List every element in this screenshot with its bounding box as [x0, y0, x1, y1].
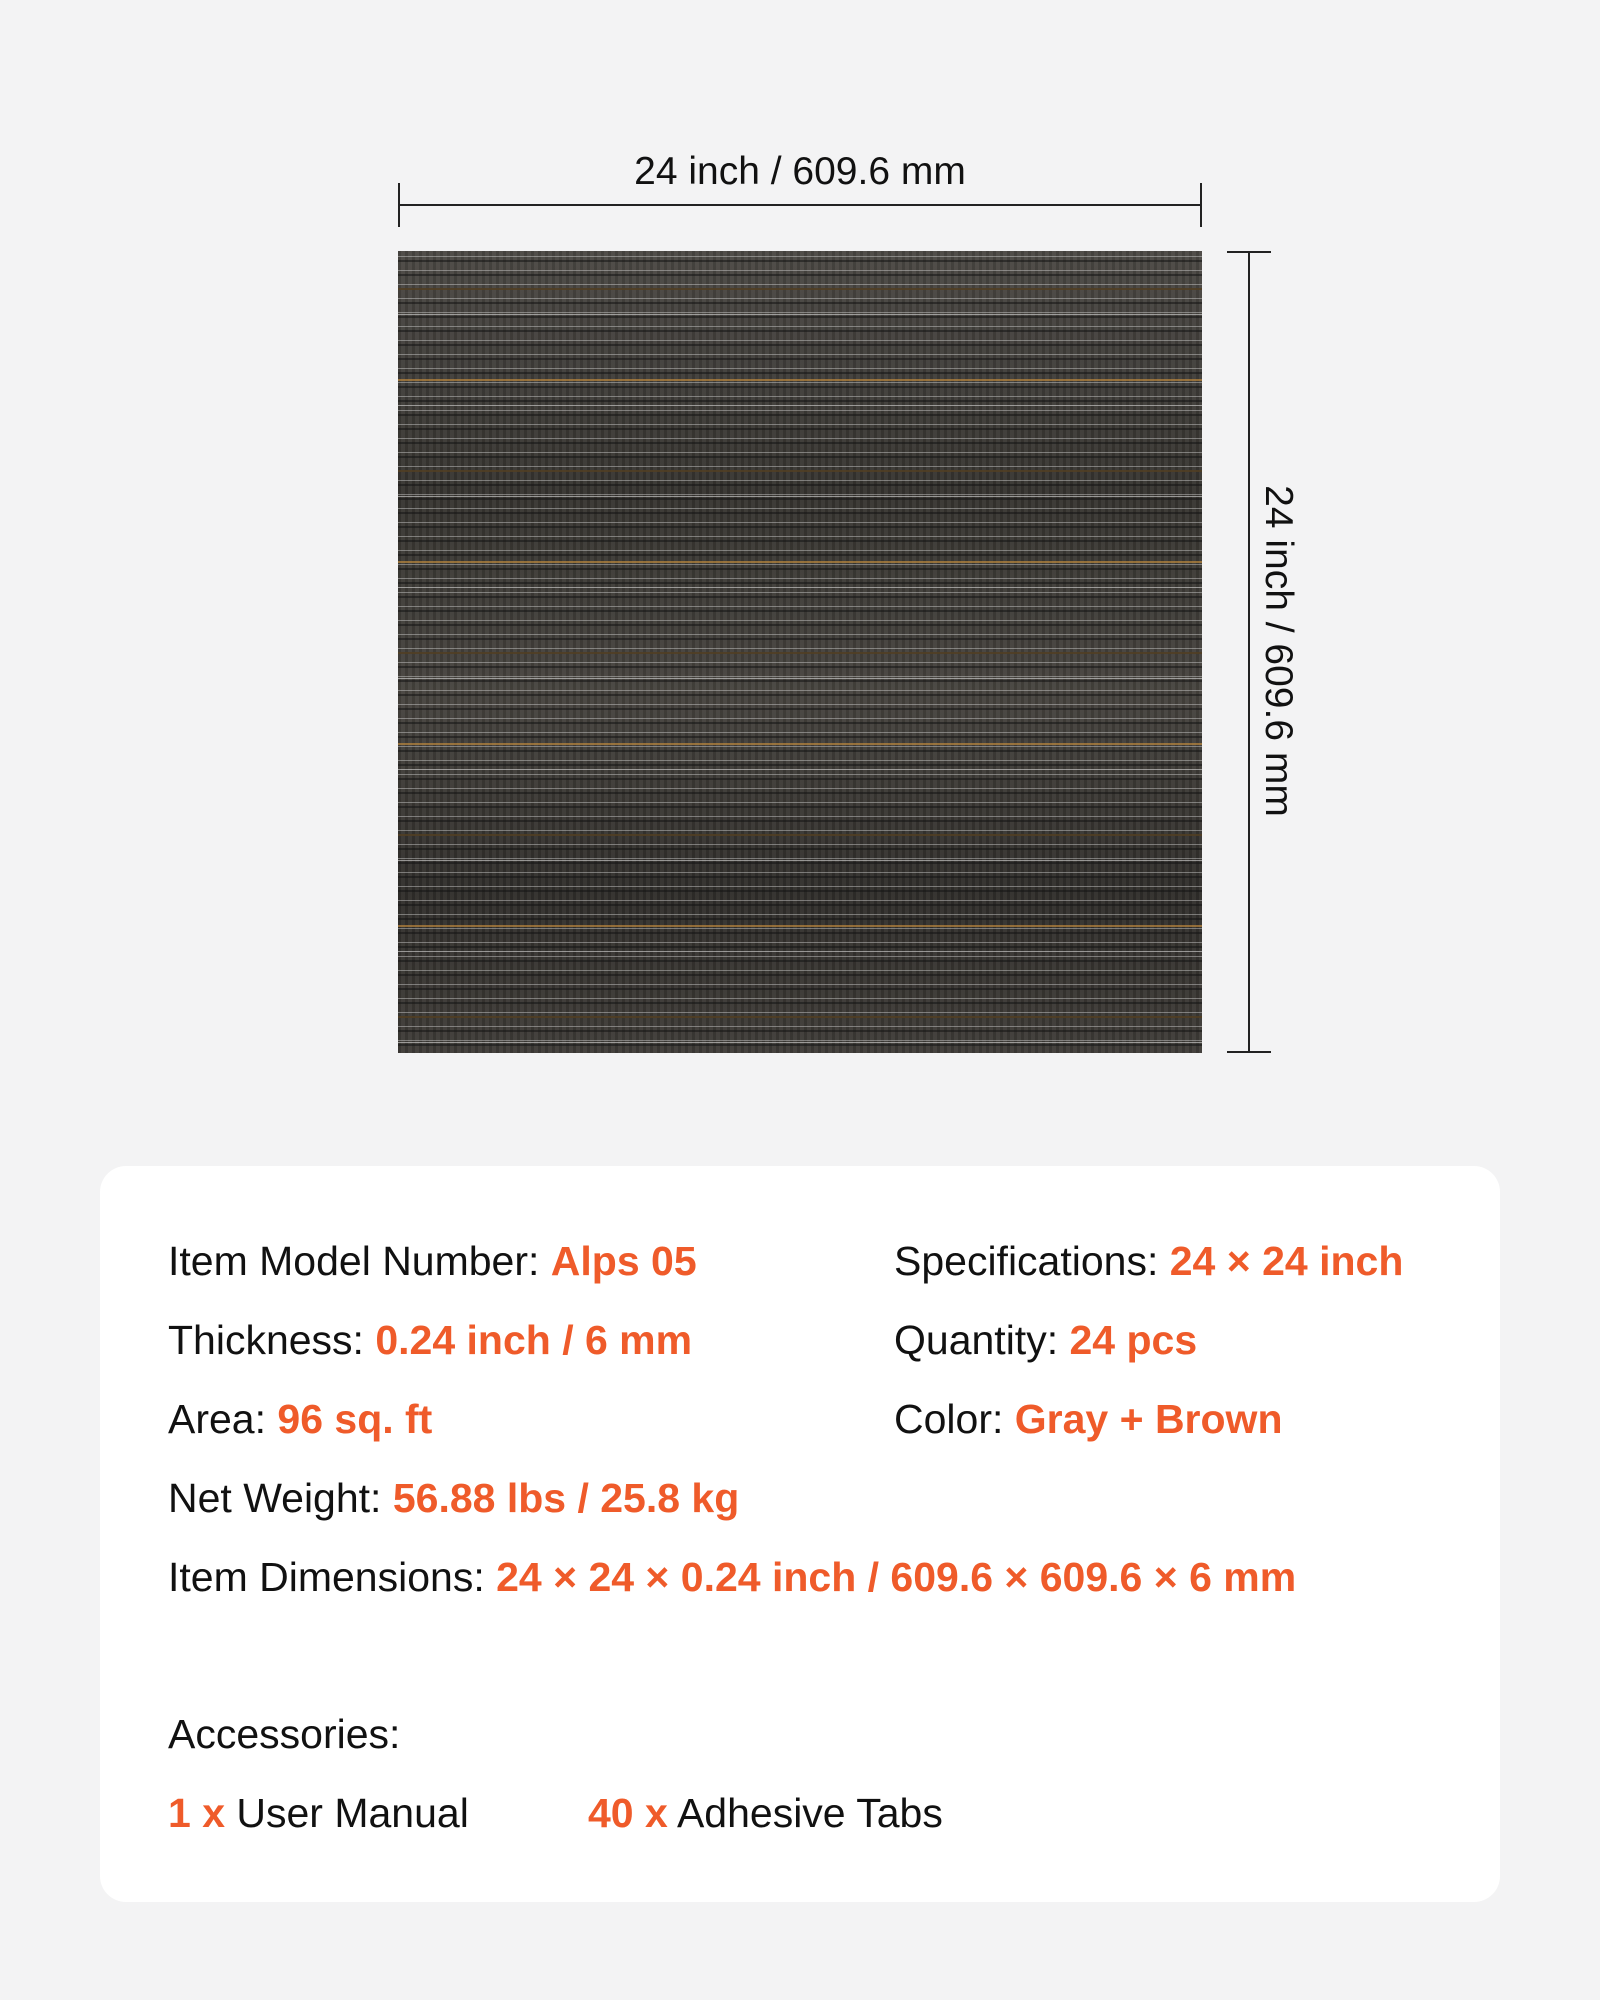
height-dimension-label: 24 inch / 609.6 mm — [1257, 485, 1300, 817]
spec-model-label: Item Model Number: — [168, 1238, 551, 1284]
width-dimension-cap-right — [1200, 183, 1202, 227]
spec-color — [894, 1395, 1283, 1443]
spec-model-value: Alps 05 — [550, 1238, 697, 1284]
width-dimension-label: 24 inch / 609.6 mm — [634, 150, 966, 193]
width-dimension-cap-left — [398, 183, 400, 227]
spec-net-weight — [168, 1474, 739, 1522]
height-dimension-line — [1248, 251, 1250, 1053]
spec-item-dimensions-label: Item Dimensions: — [168, 1554, 497, 1600]
spec-item-dimensions — [168, 1553, 1296, 1601]
spec-specifications-label: Specifications: — [894, 1238, 1170, 1284]
spec-item-dimensions-value: 24 × 24 × 0.24 inch / 609.6 × 609.6 × 6 mm — [496, 1554, 1297, 1600]
spec-area-label: Area: — [168, 1396, 278, 1442]
spec-color-value: Gray + Brown — [1014, 1396, 1283, 1442]
accessory-item — [588, 1789, 943, 1837]
spec-color-label: Color: — [894, 1396, 1015, 1442]
spec-net-weight-label: Net Weight: — [168, 1475, 393, 1521]
accessory-qty: 40 x — [588, 1790, 668, 1836]
accessories-title: Accessories: — [168, 1711, 401, 1757]
spec-area — [168, 1395, 432, 1443]
accessory-name: User Manual — [225, 1790, 469, 1836]
spec-specifications — [894, 1237, 1403, 1285]
spec-quantity — [894, 1316, 1197, 1364]
accessory-item — [168, 1789, 469, 1837]
accessory-name: Adhesive Tabs — [667, 1790, 943, 1836]
accessory-qty: 1 x — [168, 1790, 225, 1836]
width-dimension-line — [398, 204, 1202, 206]
spec-net-weight-value: 56.88 lbs / 25.8 kg — [392, 1475, 740, 1521]
spec-thickness-label: Thickness: — [168, 1317, 376, 1363]
spec-quantity-label: Quantity: — [894, 1317, 1070, 1363]
spec-thickness-value: 0.24 inch / 6 mm — [375, 1317, 693, 1363]
spec-area-value: 96 sq. ft — [277, 1396, 433, 1442]
spec-thickness — [168, 1316, 692, 1364]
spec-specifications-value: 24 × 24 inch — [1169, 1238, 1404, 1284]
spec-model — [168, 1237, 697, 1285]
spec-quantity-value: 24 pcs — [1069, 1317, 1198, 1363]
carpet-tile-image — [398, 251, 1202, 1053]
